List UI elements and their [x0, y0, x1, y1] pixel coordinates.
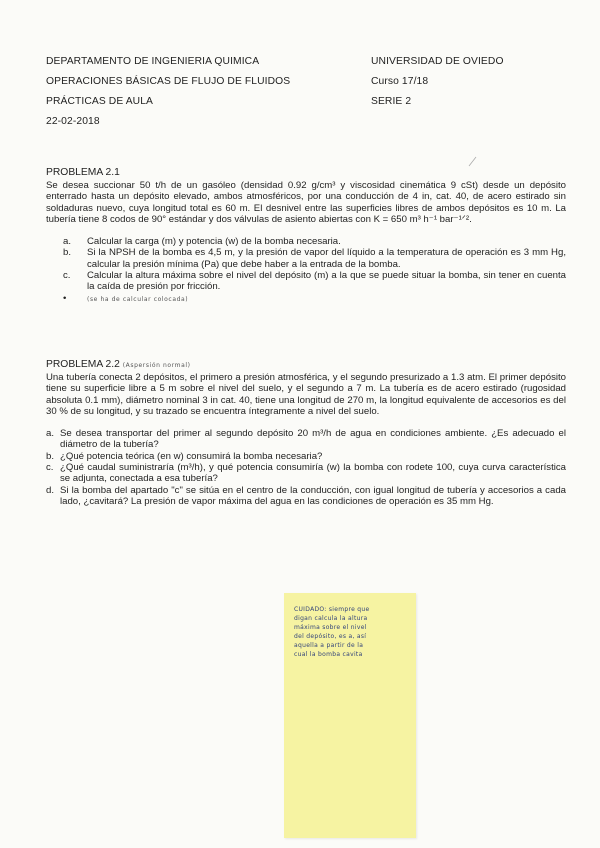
question-item — [46, 428, 566, 451]
sticky-line: CUIDADO: siempre que — [294, 606, 370, 613]
problem-statement: Una tubería conecta 2 depósitos, el primero a presión atmosférica, y el segundo presurizado a 1.3 atm. El primer depósito tiene su superficie libre a 5 m sobre el nivel del suelo, y el segundo a 7 m. La tubería es de acero estirado (rugosidad absoluta 0.1 mm), diámetro nominal 3 in cat. 40, tiene una longitud de 270 m, la longitud equivalente de accesorios es del 30 % de su longitud, y su trazado se encuentra íntegramente a nivel del suelo. — [46, 372, 566, 417]
item-marker: b. — [63, 247, 72, 259]
question-item — [46, 485, 566, 508]
item-text: Calcular la carga (m) y potencia (w) de la bomba necesaria. — [87, 236, 341, 248]
pencil-mark-icon — [468, 155, 478, 167]
handwritten-item: • (se ha de calcular colocada) — [63, 292, 189, 304]
series-number: SERIE 2 — [371, 96, 412, 107]
sticky-line: del depósito, es a, así — [294, 633, 367, 640]
item-marker: a. — [46, 428, 55, 440]
course-subject: OPERACIONES BÁSICAS DE FLUJO DE FLUIDOS — [46, 76, 291, 87]
item-text: ¿Qué caudal suministraría (m³/h), y qué potencia consumiría (w) la bomba con rodete 100, cuya curva característica se adjunta, conectada a esa tubería? — [60, 462, 566, 485]
problem-statement: Se desea succionar 50 t/h de un gasóleo (densidad 0.92 g/cm³ y viscosidad cinemática 9 cSt) desde un depósito enterrado hasta un depósito elevado, ambos atmosféricos, por una conducción de 4 in, cat. 40, de acero estirado sin soldaduras nuevo, cuya longitud total es 60 m. El desnivel entre las superficies libres de ambos depósitos es 10 m. La tubería tiene 8 codos de 90° estándar y dos válvulas de asiento abiertas con K = 650 m³ h⁻¹ bar⁻¹ᐟ². — [46, 180, 566, 225]
problem-2-2 — [46, 359, 566, 507]
sticky-line: máxima sobre el nivel — [294, 624, 367, 631]
question-item — [63, 270, 566, 293]
question-item — [63, 236, 566, 247]
header-left — [46, 55, 290, 135]
problem-title — [46, 359, 566, 372]
handwritten-title-note: (Aspersión normal) — [122, 362, 191, 369]
item-text: ¿Qué potencia teórica (en w) consumirá la bomba necesaria? — [60, 450, 323, 462]
university-name: UNIVERSIDAD DE OVIEDO — [371, 56, 504, 67]
question-list — [46, 428, 566, 507]
item-marker: a. — [63, 236, 72, 248]
item-text: Se desea transportar del primer al segundo depósito 20 m³/h de agua en condiciones ambiente. ¿Es adecuado el diámetro de la tubería? — [60, 428, 566, 451]
sticky-line: digan calcula la altura — [294, 615, 368, 622]
sticky-line: cual la bomba cavita — [294, 651, 363, 658]
question-item — [63, 247, 566, 270]
sticky-note-text — [294, 605, 410, 659]
sticky-line: aquella a partir de la — [294, 642, 364, 649]
handwritten-annotation: (se ha de calcular colocada) — [87, 295, 189, 303]
item-marker: c. — [46, 462, 54, 474]
document-date: 22-02-2018 — [46, 116, 100, 127]
header-right — [371, 55, 504, 115]
problem-title-text: PROBLEMA 2.2 — [46, 359, 120, 370]
item-text: Si la NPSH de la bomba es 4,5 m, y la presión de vapor del líquido a la temperatura de operación es 3 mm Hg, calcular la presión mínima (Pa) que debe haber a la entrada de la bomba. — [87, 247, 566, 270]
question-item — [46, 462, 566, 485]
department-name: DEPARTAMENTO DE INGENIERIA QUIMICA — [46, 56, 260, 67]
sticky-note — [284, 593, 416, 838]
item-marker: b. — [46, 450, 55, 462]
problem-title: PROBLEMA 2.1 — [46, 167, 120, 178]
question-list — [63, 236, 566, 305]
question-item — [46, 451, 566, 462]
course-year: Curso 17/18 — [371, 76, 429, 87]
problem-2-1 — [46, 167, 566, 305]
practice-type: PRÁCTICAS DE AULA — [46, 96, 153, 107]
item-text: Si la bomba del apartado "c" se sitúa en el centro de la conducción, con igual longitud de tubería y accesorios a cada lado, ¿cavitará? La presión de vapor máxima del agua en las condiciones de operación es 35 mm Hg. — [60, 484, 566, 507]
item-marker: d. — [46, 484, 55, 496]
item-marker: c. — [63, 270, 71, 282]
item-text: Calcular la altura máxima sobre el nivel del depósito (m) a la que se puede situar la bomba, sin tener en cuenta la caída de presión por fricción. — [87, 270, 566, 293]
